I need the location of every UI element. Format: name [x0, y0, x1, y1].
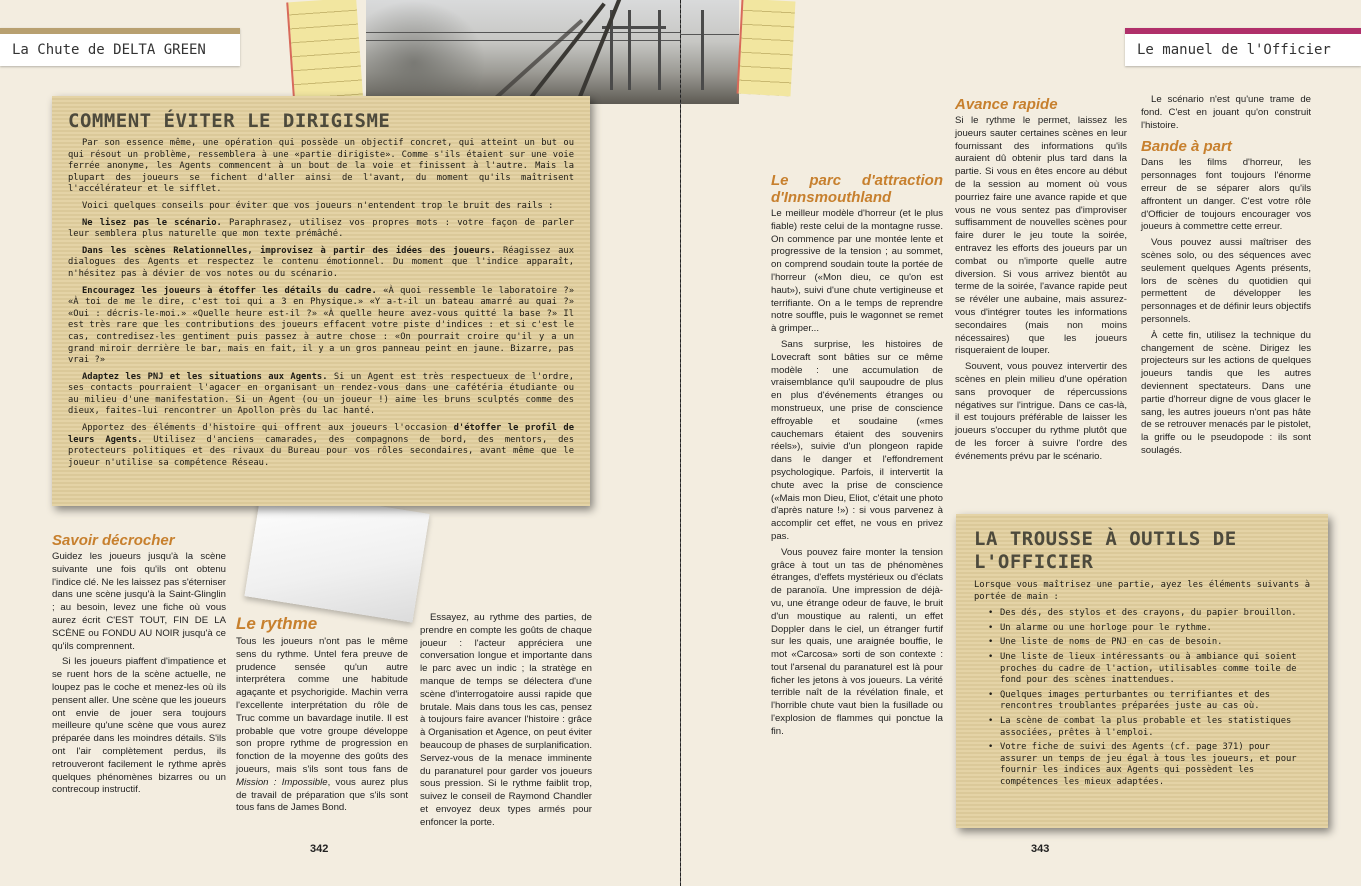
column-parc [771, 92, 943, 742]
section-heading-rythme: Le rythme [236, 614, 318, 633]
tip-text: Réagissez aux dialogues des Agents et respectez le contenu émotionnel. Du moment que l'indice apparaît, n'hésitez pas à dévier de vos notes ou du scénario. [68, 245, 574, 279]
body-paragraph: Dans les films d'horreur, les personnages font toujours l'énorme erreur de se séparer alors qu'ils affrontent un danger. C'est votre rôle d'Officier de toujours encourager vos joueurs à commettre cette erreur. [1141, 157, 1311, 233]
body-text-italic: Mission : Impossible [236, 776, 328, 788]
tip-lead: Ne lisez pas le scénario. [82, 217, 222, 228]
toolkit-list [988, 608, 1310, 788]
sidebar-box-trousse [956, 514, 1328, 828]
tip-text: Si un Agent est très respectueux de l'ordre, ses contacts pourraient l'agacer en organisant un rendez-vous dans une cafétéria étudiante ou au milieu d'une manifestation. Si un Agent (ou un joueur !) aime les bruns sculptés comme des dieux, faites-lui rencontrer un Apollon près du lac hanté. [68, 371, 575, 417]
running-header-right [1125, 28, 1361, 66]
body-paragraph: À cette fin, utilisez la technique du changement de scène. Dirigez les projecteurs sur les actions de quelques joueurs tandis que les autres deviennent spectateurs. Dans une partie d'horreur digne de vous glacer le sang, les autres joueurs n'ont pas hâte de se retrouver menacés par le pistolet, la griffe ou le pseudopode : ils sont soulagés. [1141, 329, 1311, 456]
body-text: Tous les joueurs n'ont pas le même sens du rythme. Untel fera preuve de prudence sensée qu'un autre interprétera comme une habitude agaçante et psychorigide. Machin verra l'excellente interprétation du rôle de Truc comme un bavardage inutile. Il est probable que votre groupe développe son propre rythme de progression en fonction de la moyenne des goûts des joueurs, mais s'ils sont tous fans de [236, 636, 408, 775]
list-item: • Une liste de noms de PNJ en cas de besoin. [988, 637, 1310, 649]
body-paragraph [236, 636, 408, 815]
tip-lead: d'étoffer le profil de leurs Agents. [68, 423, 574, 445]
list-item: • Des dés, des stylos et des crayons, du papier brouillon. [988, 608, 1310, 620]
header-title-right: Le manuel de l'Officier [1137, 42, 1331, 58]
sidebar-tip [68, 372, 574, 418]
body-paragraph: Si le rythme le permet, laissez les joueurs sauter certaines scènes en leur fournissant des informations qu'ils auraient dû obtenir plus tard dans la partie. Si vous en êtes encore au début de la session au moment où vous pourriez faire une avance rapide et que vous ne vous sentez pas d'improviser suffisamment de nouvelles scènes pour faire durer le jeu toute la soirée, entravez les efforts des joueurs par un combat ou n'importe quelle autre diversion. Si vous arrivez bientôt au terme de la soirée, l'avance rapide peut se révéler une aubaine, mais assurez-vous d'intégrer toutes les informations secondaires (mais non moins nécessaires) que les joueurs risqueraient de louper. [955, 115, 1127, 357]
body-paragraph: Guidez les joueurs jusqu'à la scène suivante une fois qu'ils ont obtenu l'indice clé. Ne les laissez pas s'éterniser dans une scène jusqu'à la Saint-Glinglin ; au besoin, levez une fiche où vous aurez écrit C'EST TOUT, FIN DE LA SCÈNE ou FONDU AU NOIR jusqu'à ce qu'ils comprennent. [52, 551, 226, 652]
body-paragraph: Vous pouvez faire monter la tension grâce à tout un tas de phénomènes étranges, d'effets mystérieux ou d'éclats de paranoïa. Une impression de déjà-vu, une étrange odeur de fauve, le bruit d'un moustique au ralenti, un effet Doppler dans le ciel, un étranger furtif sur les quais, une araignée bouffie, le mot «Carcosa» sorti de son contexte : tout l'arsenal du paranaturel est là pour ficher les jetons à vos joueurs. La vérité terrible naît de la révélation finale, et l'horrible chute vaut bien la fusillade ou l'explosion de flammes qui ponctue la fin. [771, 546, 943, 737]
sidebar-paragraph: Voici quelques conseils pour éviter que vos joueurs n'entendent trop le bruit des rails : [82, 200, 554, 211]
railroad-photo-edge [681, 0, 739, 104]
page-right [681, 0, 1361, 886]
body-paragraph: Sans surprise, les histoires de Lovecraft sont bâties sur ce même modèle : une accumulation de vraisemblance qu'il saupoudre de plus en plus d'événements étranges ou monstrueux, une prise de conscience effroyable et soudaine («mes cauchemars étaient des souvenirs réels»), suivie d'un plongeon rapide dans le danger et l'effondrement psychologique. Parfois, il intervertit la chute avec la prise de conscience («Mais mon Dieu, Eliot, c'était une photo d'après nature !») : si vous parvenez à accomplir cet effet, ne vous en privez pas. [771, 338, 943, 542]
column-rythme [236, 614, 408, 818]
sidebar-paragraph: Par son essence même, une opération qui possède un objectif concret, qui atteint un but ou qui résout un problème, ressemblera à une «partie dirigiste». Comme s'ils étaient sur une voie ferrée anonyme, les Agents commencent à un bout de la voie et finissent à l'autre. Mais la plupart des joueurs se fichent d'aller ainsi de l'avant, du moment qu'ils maîtrisent l'accélérateur et le sifflet. [68, 138, 574, 195]
column-rythme-cont [420, 612, 592, 826]
section-heading-parc: Le parc d'attraction d'Innsmouthland [771, 172, 943, 206]
body-paragraph: Le meilleur modèle d'horreur (et le plus fiable) reste celui de la montagne russe. On commence par une montée lente et progressive de la tension ; au sommet, on comprend soudain toute la portée de l'horreur («Mon dieu, ce qu'on est haut»), suivi d'une chute vertigineuse et terrifiante. On a le temps de reprendre notre souffle, puis le wagonnet se remet à grimper... [771, 208, 943, 335]
header-title-left: La Chute de DELTA GREEN [12, 42, 206, 58]
sidebar-paragraph: Lorsque vous maîtrisez une partie, ayez les éléments suivants à portée de main : [974, 580, 1310, 602]
page-left [0, 0, 680, 886]
body-text: , vous aurez plus de travail de préparation que s'ils sont tous fans de James Bond. [236, 776, 408, 814]
tip-text: Apportez des éléments d'histoire qui offrent aux joueurs l'occasion [82, 423, 454, 434]
sidebar-body [974, 580, 1310, 789]
tip-lead: Encouragez les joueurs à étoffer les détails du cadre. [82, 285, 377, 296]
page-number-right: 343 [1031, 843, 1050, 855]
list-item: • La scène de combat la plus probable et les statistiques associées, prêtes à l'emploi. [988, 716, 1310, 739]
sidebar-tip [68, 246, 574, 281]
tip-lead: Adaptez les PNJ et les situations aux Agents. [82, 371, 328, 382]
sidebar-box-dirigisme [52, 96, 590, 506]
column-bande-a-part [1141, 94, 1311, 461]
body-paragraph: Souvent, vous pouvez intervertir des scènes en plein milieu d'une opération sans provoquer de répercussions négatives sur l'intrigue. Dans ce cas-là, il est toujours préférable de laisser les joueurs s'occuper du rythme plutôt que de les forcer à suivre l'ordre des événements prévu par le scénario. [955, 361, 1127, 462]
sidebar-tip [68, 286, 574, 367]
section-heading-savoir: Savoir décrocher [52, 532, 175, 549]
tip-lead: Dans les scènes Relationnelles, improvisez à partir des idées des joueurs. [82, 245, 496, 256]
list-item: • Votre fiche de suivi des Agents (cf. page 371) pour assurer un temps de jeu égal à tous les joueurs, et pour fournir les indices aux Agents qui possèdent les compétences les mieux adaptées. [988, 742, 1310, 788]
body-paragraph: Essayez, au rythme des parties, de prendre en compte les goûts de chaque joueur : l'acteur appréciera une conversation longue et importante dans le parc avec un indic ; la stratège en manque de temps se délectera d'une scène d'interrogatoire aussi rapide que brutale. Mais dans tous les cas, pensez à toujours faire avancer l'histoire : grâce à Organisation et Agence, on peut éviter beaucoup de phases de surplanification. Servez-vous de la menace imminente du paranaturel pour garder vos joueurs sous pression. Si le rythme faiblit trop, suivez le conseil de Raymond Chandler et envoyez deux types armés pour enfoncer la porte. [420, 612, 592, 826]
page-number-left: 342 [310, 843, 329, 855]
body-paragraph: Vous pouvez aussi maîtriser des scènes solo, ou des séquences avec seulement quelques Agents présents, lors de scènes du quotidien qui permettent de développer les personnages et de définir leurs objectifs personnels. [1141, 237, 1311, 325]
notebook-paper-decoration [737, 0, 796, 96]
list-item: • Une liste de lieux intéressants ou à ambiance qui soient proches du cadre de l'action, utilisables comme toile de fond pour des scènes inattendues. [988, 652, 1310, 687]
railroad-photo [366, 0, 680, 104]
sidebar-title: LA TROUSSE À OUTILS DE L'OFFICIER [974, 528, 1237, 573]
sidebar-body [68, 138, 574, 469]
envelope-decoration [244, 487, 429, 622]
sidebar-title: COMMENT ÉVITER LE DIRIGISME [68, 110, 391, 132]
body-paragraph: Le scénario n'est qu'une trame de fond. C'est en jouant qu'on construit l'histoire. [1141, 94, 1311, 131]
page-spine [680, 0, 681, 886]
list-item: • Un alarme ou une horloge pour le rythme. [988, 623, 1310, 635]
section-heading-avance: Avance rapide [955, 96, 1058, 113]
body-paragraph: Si les joueurs piaffent d'impatience et se ruent hors de la scène actuelle, ne loupez pas le coche et menez-les où ils pensent aller. Une scène que les joueurs ont envie de jouer sera toujours meilleure qu'une scène que vous aurez préparée dans les moindres détails. S'ils ont l'air complètement perdus, ils retrouveront facilement le rythme après quelques phénomènes bizarres ou un contrecoup instructif. [52, 656, 226, 796]
column-savoir-decrocher [52, 532, 226, 800]
sidebar-tip [68, 423, 574, 469]
tip-text: Utilisez d'anciens camarades, des compagnons de bord, des mentors, des protecteurs politiques et des rivaux du Bureau pour vos rôles secondaires, avant même que le joueur n'utilise sa compétence Réseau. [68, 434, 574, 468]
section-heading-bande: Bande à part [1141, 138, 1232, 156]
list-item: • Quelques images perturbantes ou terrifiantes et des rencontres troublantes préparées juste au cas où. [988, 690, 1310, 713]
column-avance-rapide [955, 96, 1127, 467]
running-header-left [0, 28, 240, 66]
tip-text: Paraphrasez, utilisez vos propres mots : votre façon de parler leur semblera plus naturelle que mon texte prémâché. [68, 217, 574, 240]
tip-text: «À quoi ressemble le laboratoire ?» «À toi de me le dire, c'est toi qui a 3 en Physique.» «Y a-t-il un bateau amarré au quai ?» «Oui : décris-le-moi.» «Quelle heure est-il ?» «À quelle heure avez-vous quitté la base ?» Il est très rare que les contributions des joueurs effacent votre piste d'indices : et si c'est le cas, contredisez-les gentiment puis passez à autre chose : «On pourrait croire qu'il y a un grand miroir derrière le bar, mais en fait, il y a un gros panneau peint en jaune. Bizarre, pas vrai ?» [68, 285, 574, 366]
sidebar-tip [68, 218, 574, 241]
